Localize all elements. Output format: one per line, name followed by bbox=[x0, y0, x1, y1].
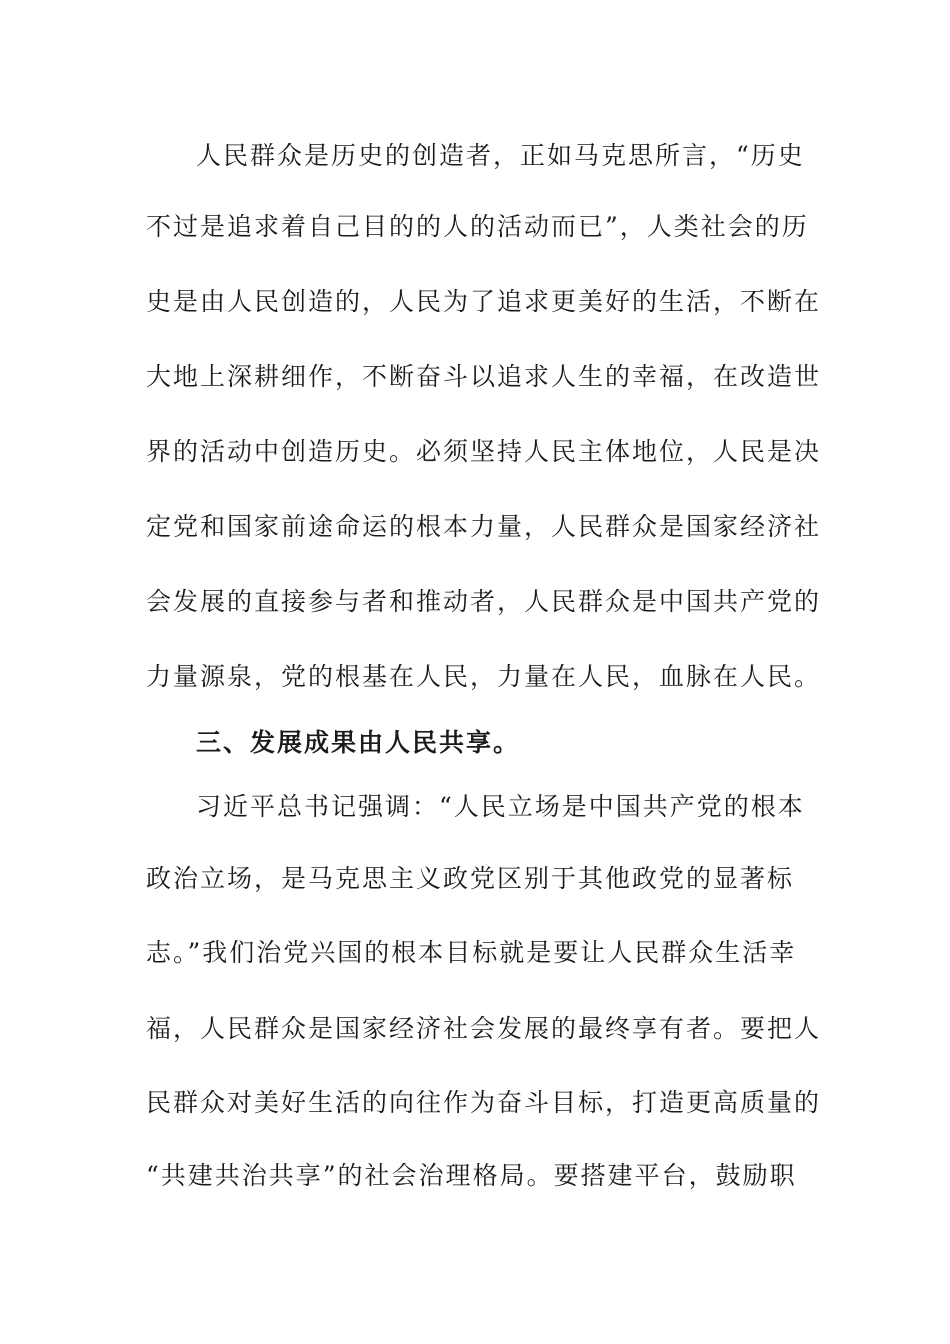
paragraph-1-line-4: 大地上深耕细作，不断奋斗以追求人生的幸福，在改造世 bbox=[146, 362, 822, 391]
paragraph-1-line-5: 界的活动中创造历史。必须坚持人民主体地位，人民是决 bbox=[146, 437, 822, 466]
paragraph-2-line-4: 福，人民群众是国家经济社会发展的最终享有者。要把人 bbox=[146, 1014, 822, 1043]
paragraph-1-line-3: 史是由人民创造的，人民为了追求更美好的生活，不断在 bbox=[146, 287, 822, 316]
paragraph-1-line-7: 会发展的直接参与者和推动者，人民群众是中国共产党的 bbox=[146, 587, 822, 616]
paragraph-2-line-2: 政治立场，是马克思主义政党区别于其他政党的显著标 bbox=[146, 864, 795, 893]
section-heading: 三、发展成果由人民共享。 bbox=[196, 728, 521, 757]
paragraph-2-line-3: 志。”我们治党兴国的根本目标就是要让人民群众生活幸 bbox=[146, 938, 797, 967]
paragraph-2-line-1: 习近平总书记强调：“人民立场是中国共产党的根本 bbox=[196, 792, 805, 821]
paragraph-1-line-1: 人民群众是历史的创造者，正如马克思所言，“历史 bbox=[196, 141, 805, 170]
paragraph-1-line-8: 力量源泉，党的根基在人民，力量在人民，血脉在人民。 bbox=[146, 662, 822, 691]
paragraph-2-line-5: 民群众对美好生活的向往作为奋斗目标，打造更高质量的 bbox=[146, 1088, 822, 1117]
paragraph-2-line-6: “共建共治共享”的社会治理格局。要搭建平台，鼓励职 bbox=[146, 1161, 797, 1190]
paragraph-1-line-6: 定党和国家前途命运的根本力量，人民群众是国家经济社 bbox=[146, 512, 822, 541]
paragraph-1-line-2: 不过是追求着自己目的的人的活动而已”，人类社会的历 bbox=[146, 212, 809, 241]
